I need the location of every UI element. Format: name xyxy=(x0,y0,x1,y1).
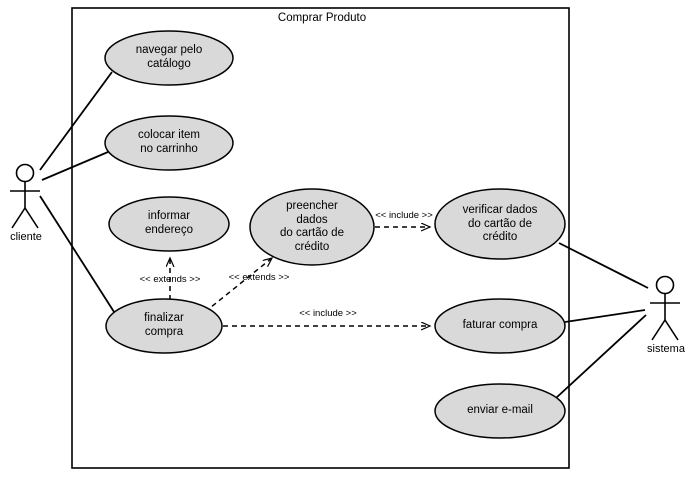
extends-cartao-arrow xyxy=(205,258,272,312)
actor-label-sistema: sistema xyxy=(647,343,685,355)
use-case-label-verificar-cartao: verificar dados do cartão de crédito xyxy=(462,204,538,243)
use-case-finalizar-compra xyxy=(106,299,222,353)
use-case-verificar-dados-cartao xyxy=(435,189,565,259)
use-case-label-navegar: navegar pelo catálogo xyxy=(135,44,203,70)
use-case-faturar-compra xyxy=(435,299,565,353)
use-case-preencher-dados-cartao xyxy=(250,189,374,265)
use-case-label-faturar: faturar compra xyxy=(462,319,538,331)
use-case-enviar-email xyxy=(435,384,565,438)
use-case-label-endereco: informar endereço xyxy=(145,210,193,236)
use-case-label-enviar-email: enviar e-mail xyxy=(467,404,533,416)
system-boundary-title: Comprar Produto xyxy=(277,12,367,24)
edge-label-include-cartao: << include >> xyxy=(375,210,433,221)
edge-label-extends-cartao: << extends >> xyxy=(228,272,290,283)
edge-label-extends-endereco: << extends >> xyxy=(139,274,201,285)
use-case-navegar-pelo-catalogo xyxy=(105,31,233,85)
actor-label-cliente: cliente xyxy=(10,231,42,243)
use-case-label-finalizar: finalizar compra xyxy=(144,312,184,338)
assoc-cliente-finalizar xyxy=(40,196,116,315)
actor-sistema-figure xyxy=(650,277,680,341)
assoc-faturar-sistema xyxy=(565,310,645,322)
use-case-colocar-item-no-carrinho xyxy=(105,116,233,170)
edge-label-include-faturar: << include >> xyxy=(299,308,357,319)
use-case-informar-endereco xyxy=(109,197,229,251)
use-case-label-preencher-cartao: preencher dados do cartão de crédito xyxy=(280,200,344,253)
actor-cliente-figure xyxy=(10,165,40,229)
use-case-label-carrinho: colocar item no carrinho xyxy=(138,129,200,155)
assoc-cliente-carrinho xyxy=(42,152,108,180)
assoc-verificar-sistema xyxy=(559,243,648,288)
